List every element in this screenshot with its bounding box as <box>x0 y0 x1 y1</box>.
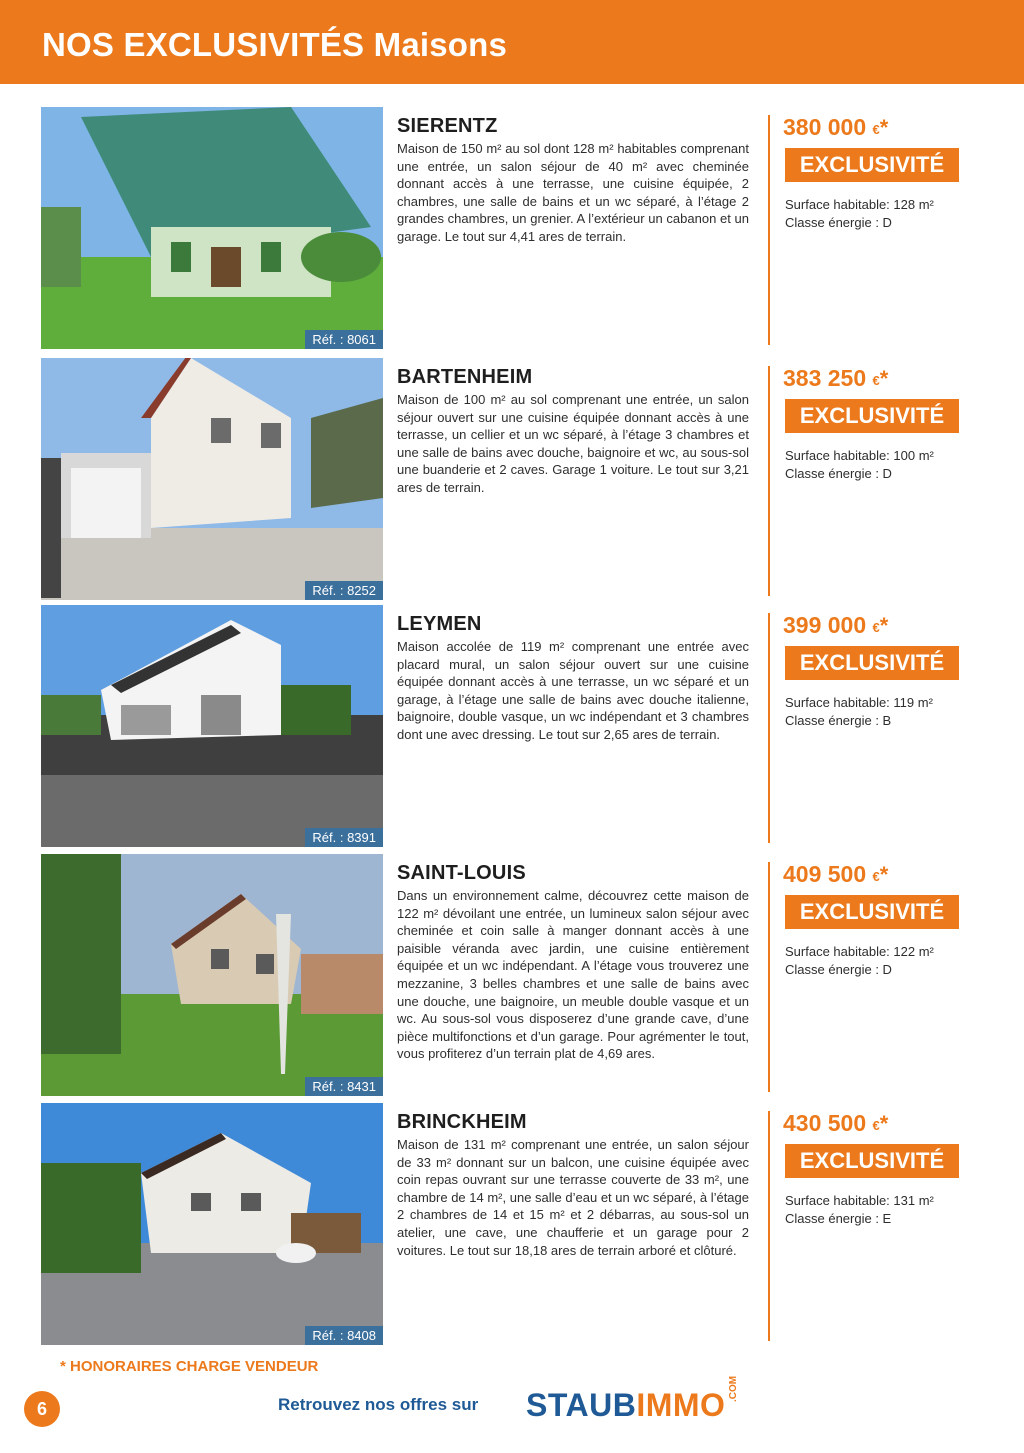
exclusivity-badge: EXCLUSIVITÉ <box>785 1144 959 1178</box>
house-illustration <box>41 854 383 1096</box>
listing-town: BARTENHEIM <box>397 366 533 388</box>
currency-symbol: € <box>872 869 880 884</box>
brand-part-staub: STAUB <box>526 1387 637 1423</box>
brand-logo[interactable] <box>526 1387 725 1424</box>
listing-card <box>0 358 1024 602</box>
brand-domain-suffix: .COM <box>728 1375 739 1402</box>
currency-symbol: € <box>872 620 880 635</box>
exclusivity-badge: EXCLUSIVITÉ <box>785 148 959 182</box>
living-surface: Surface habitable: 131 m² <box>785 1193 934 1208</box>
exclusivity-badge: EXCLUSIVITÉ <box>785 895 959 929</box>
listing-description: Maison de 100 m² au sol comprenant une entrée, un salon séjour ouvert sur une cuisine équipée donnant accès à une terrasse, un cellier et un wc séparé, à l’étage 3 chambres et une salle de bains avec douche, baignoire et wc, au sous-sol une buanderie et 2 caves. Garage 1 voiture. Le tout sur 3,21 ares de terrain. <box>397 392 749 495</box>
page-title: NOS EXCLUSIVITÉS Maisons <box>42 26 508 63</box>
energy-class: Classe énergie : E <box>785 1211 892 1226</box>
listing-town: BRINCKHEIM <box>397 1111 527 1133</box>
currency-symbol: € <box>872 122 880 137</box>
listing-price <box>783 365 888 392</box>
energy-class: Classe énergie : B <box>785 713 892 728</box>
page-number: 6 <box>24 1391 60 1427</box>
energy-class: Classe énergie : D <box>785 466 892 481</box>
price-value: 399 000 <box>783 612 867 638</box>
currency-symbol: € <box>872 1118 880 1133</box>
listing-description: Dans un environnement calme, découvrez cette maison de 122 m² dévoilant une entrée, un lumineux salon séjour avec cheminée et coin salle à manger donnant accès à une paisible véranda avec jardin, une cuisine entièrement équipée et un wc indépendant. A l’étage vous trouverez une mezzanine, 3 belles chambres et une salle de bains avec une douche, une baignoire, un meuble double vasque et un wc. Au sous-sol vous disposerez d’une grande cave, d’une pièce multifonctions et d’un garage. Pour agrémenter le tout, vous profiterez d’un terrain plat de 4,69 ares. <box>397 888 749 1062</box>
house-illustration <box>41 358 383 600</box>
listing-price <box>783 114 888 141</box>
exclusivity-badge: EXCLUSIVITÉ <box>785 399 959 433</box>
exclusivity-badge: EXCLUSIVITÉ <box>785 646 959 680</box>
price-asterisk: * <box>879 1111 889 1136</box>
energy-class: Classe énergie : D <box>785 962 892 977</box>
vertical-divider <box>768 366 770 596</box>
listing-description: Maison de 150 m² au sol dont 128 m² habitables comprenant une entrée, un salon séjour de 40 m² avec cheminée donnant accès à une terrasse, une cuisine équipée, 2 chambres, une salle de bains et un wc séparé, à l’étage 2 grandes chambres, un grenier. A l’extérieur un cabanon et un garage. Le tout sur 4,41 ares de terrain. <box>397 141 749 244</box>
price-asterisk: * <box>879 613 889 638</box>
vertical-divider <box>768 115 770 345</box>
living-surface: Surface habitable: 122 m² <box>785 944 934 959</box>
listing-description: Maison accolée de 119 m² comprenant une entrée avec placard mural, un salon séjour ouvert sur une cuisine équipée donnant accès à une terrasse, un wc séparé et un garage, à l’étage une salle de bains avec douche italienne, baignoire, double vasque, un wc indépendant et 3 chambres dont une avec dressing. Le tout sur 2,65 ares de terrain. <box>397 639 749 742</box>
reference-badge: Réf. : 8252 <box>305 581 383 600</box>
property-photo[interactable] <box>41 358 383 600</box>
house-illustration <box>41 605 383 847</box>
brand-part-immo: IMMO <box>636 1387 726 1423</box>
property-photo[interactable] <box>41 854 383 1096</box>
listing-card <box>0 854 1024 1098</box>
listing-town: LEYMEN <box>397 613 482 635</box>
listing-card <box>0 107 1024 351</box>
reference-badge: Réf. : 8408 <box>305 1326 383 1345</box>
listing-price <box>783 1110 888 1137</box>
price-asterisk: * <box>879 862 889 887</box>
energy-class: Classe énergie : D <box>785 215 892 230</box>
listing-town: SAINT-LOUIS <box>397 862 526 884</box>
house-illustration <box>41 107 383 349</box>
house-illustration <box>41 1103 383 1345</box>
listing-card <box>0 605 1024 849</box>
listing-card <box>0 1103 1024 1347</box>
price-value: 430 500 <box>783 1110 867 1136</box>
living-surface: Surface habitable: 128 m² <box>785 197 934 212</box>
price-value: 380 000 <box>783 114 867 140</box>
page-header <box>0 0 1024 84</box>
offers-text: Retrouvez nos offres sur <box>278 1395 479 1414</box>
reference-badge: Réf. : 8061 <box>305 330 383 349</box>
property-photo[interactable] <box>41 605 383 847</box>
living-surface: Surface habitable: 100 m² <box>785 448 934 463</box>
property-photo[interactable] <box>41 107 383 349</box>
living-surface: Surface habitable: 119 m² <box>785 695 933 710</box>
reference-badge: Réf. : 8431 <box>305 1077 383 1096</box>
price-asterisk: * <box>879 366 889 391</box>
property-photo[interactable] <box>41 1103 383 1345</box>
listing-town: SIERENTZ <box>397 115 498 137</box>
listing-price <box>783 861 888 888</box>
currency-symbol: € <box>872 373 880 388</box>
fees-footnote: * HONORAIRES CHARGE VENDEUR <box>60 1358 319 1375</box>
vertical-divider <box>768 613 770 843</box>
vertical-divider <box>768 1111 770 1341</box>
reference-badge: Réf. : 8391 <box>305 828 383 847</box>
listing-price <box>783 612 888 639</box>
vertical-divider <box>768 862 770 1092</box>
price-asterisk: * <box>879 115 889 140</box>
listing-description: Maison de 131 m² comprenant une entrée, un salon séjour de 33 m² donnant sur un balcon, une cuisine équipée avec coin repas ouvrant sur une terrasse couverte de 33 m², une chambre de 14 m², une salle d’eau et un wc séparé, à l’étage 2 chambres de 14 et 15 m² et 2 débarras, au sous-sol un atelier, une cave, une chaufferie et un garage pour 2 voitures. Le tout sur 18,18 ares de terrain arboré et clôturé. <box>397 1137 749 1258</box>
price-value: 383 250 <box>783 365 867 391</box>
price-value: 409 500 <box>783 861 867 887</box>
